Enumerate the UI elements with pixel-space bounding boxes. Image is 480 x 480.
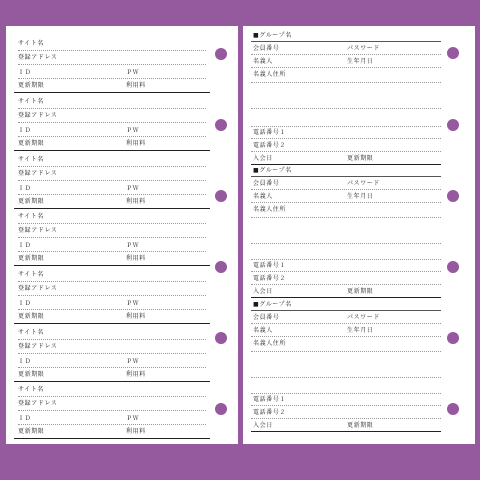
entry-bottom-line — [14, 323, 210, 324]
punch-hole — [447, 403, 459, 415]
id-label: ＩＤ — [18, 300, 32, 307]
holder-name-label: 名義人 — [253, 193, 273, 200]
renewal-date-label: 更新期限 — [18, 255, 45, 262]
registered-address-label: 登録アドレス — [18, 285, 58, 292]
right-refill-page — [243, 26, 475, 444]
fee-label: 利用料 — [126, 313, 146, 320]
address-line — [18, 410, 206, 411]
id-pw-line — [18, 136, 206, 137]
punch-hole — [215, 48, 227, 60]
holder-name-label: 名義人 — [253, 58, 273, 65]
group-heading-line — [251, 310, 441, 311]
fee-label: 利用料 — [126, 82, 146, 89]
site-name-line — [18, 396, 206, 397]
site-name-label: サイト名 — [18, 156, 44, 163]
address-line — [18, 180, 206, 181]
registered-address-label: 登録アドレス — [18, 170, 58, 177]
pw-label: ＰＷ — [126, 185, 140, 192]
id-pw-line — [18, 251, 206, 252]
holder-name-line — [251, 202, 441, 203]
renewal-date-label: 更新期限 — [18, 313, 45, 320]
punch-hole — [215, 332, 227, 344]
fee-label: 利用料 — [126, 140, 146, 147]
holder-address-label: 名義人住所 — [253, 206, 287, 213]
phone-2-line — [251, 284, 441, 285]
holder-name-label: 名義人 — [253, 327, 273, 334]
registered-address-label: 登録アドレス — [18, 54, 58, 61]
join-date-label: 入会日 — [253, 155, 273, 162]
password-label: パスワード — [347, 180, 381, 187]
phone-top-line — [251, 126, 441, 127]
member-number-line — [251, 54, 441, 55]
phone-top-line — [251, 259, 441, 260]
address-line — [18, 237, 206, 238]
group-name-heading: ■グループ名 — [253, 32, 292, 39]
id-label: ＩＤ — [18, 185, 32, 192]
punch-hole — [447, 47, 459, 59]
punch-hole — [215, 403, 227, 415]
site-name-label: サイト名 — [18, 271, 44, 278]
group-bottom-line — [251, 431, 441, 432]
id-pw-line — [18, 309, 206, 310]
id-label: ＩＤ — [18, 415, 32, 422]
address-line — [18, 64, 206, 65]
site-name-label: サイト名 — [18, 329, 44, 336]
punch-hole — [215, 261, 227, 273]
fee-label: 利用料 — [126, 371, 146, 378]
member-number-line — [251, 323, 441, 324]
fee-label: 利用料 — [126, 198, 146, 205]
fee-label: 利用料 — [126, 428, 146, 435]
registered-address-label: 登録アドレス — [18, 112, 58, 119]
renewal-date-label: 更新期限 — [18, 140, 45, 147]
punch-hole — [447, 261, 459, 273]
punch-hole — [215, 190, 227, 202]
pw-label: ＰＷ — [126, 415, 140, 422]
address-line-2 — [251, 108, 441, 109]
site-name-line — [18, 339, 206, 340]
site-name-label: サイト名 — [18, 213, 44, 220]
address-line-1 — [251, 82, 441, 83]
phone-1-line — [251, 271, 441, 272]
registered-address-label: 登録アドレス — [18, 343, 58, 350]
renewal-date-label: 更新期限 — [18, 82, 45, 89]
group-heading-line — [251, 176, 441, 177]
group-name-heading: ■グループ名 — [253, 301, 292, 308]
password-label: パスワード — [347, 45, 381, 52]
site-name-line — [18, 50, 206, 51]
join-date-label: 入会日 — [253, 422, 273, 429]
id-label: ＩＤ — [18, 242, 32, 249]
phone-2-label: 電話番号２ — [253, 409, 287, 416]
pw-label: ＰＷ — [126, 69, 140, 76]
phone-1-line — [251, 405, 441, 406]
entry-bottom-line — [14, 150, 210, 151]
id-pw-line — [18, 424, 206, 425]
address-line-2 — [251, 243, 441, 244]
pw-label: ＰＷ — [126, 300, 140, 307]
member-number-label: 会員番号 — [253, 180, 280, 187]
entry-bottom-line — [14, 381, 210, 382]
address-line-1 — [251, 351, 441, 352]
renewal-date-label: 更新期限 — [347, 422, 374, 429]
site-name-line — [18, 223, 206, 224]
registered-address-label: 登録アドレス — [18, 400, 58, 407]
member-number-label: 会員番号 — [253, 314, 280, 321]
phone-2-line — [251, 151, 441, 152]
pw-label: ＰＷ — [126, 127, 140, 134]
address-line — [18, 295, 206, 296]
holder-address-label: 名義人住所 — [253, 71, 287, 78]
renewal-date-label: 更新期限 — [18, 371, 45, 378]
address-line-2 — [251, 377, 441, 378]
site-name-label: サイト名 — [18, 386, 44, 393]
birth-date-label: 生年月日 — [347, 327, 374, 334]
id-label: ＩＤ — [18, 127, 32, 134]
entry-bottom-line — [14, 265, 210, 266]
phone-1-line — [251, 138, 441, 139]
phone-1-label: 電話番号１ — [253, 129, 287, 136]
site-name-label: サイト名 — [18, 40, 44, 47]
birth-date-label: 生年月日 — [347, 58, 374, 65]
id-label: ＩＤ — [18, 358, 32, 365]
password-label: パスワード — [347, 314, 381, 321]
group-bottom-line — [251, 297, 441, 298]
pw-label: ＰＷ — [126, 358, 140, 365]
holder-name-line — [251, 67, 441, 68]
phone-2-label: 電話番号２ — [253, 275, 287, 282]
group-bottom-line — [251, 164, 441, 165]
pw-label: ＰＷ — [126, 242, 140, 249]
punch-hole — [447, 190, 459, 202]
phone-2-line — [251, 418, 441, 419]
id-pw-line — [18, 78, 206, 79]
site-name-line — [18, 166, 206, 167]
phone-1-label: 電話番号１ — [253, 396, 287, 403]
phone-1-label: 電話番号１ — [253, 262, 287, 269]
site-name-line — [18, 281, 206, 282]
id-pw-line — [18, 367, 206, 368]
punch-hole — [447, 332, 459, 344]
punch-hole — [447, 119, 459, 131]
id-label: ＩＤ — [18, 69, 32, 76]
fee-label: 利用料 — [126, 255, 146, 262]
entry-bottom-line — [14, 208, 210, 209]
join-date-label: 入会日 — [253, 288, 273, 295]
address-line — [18, 122, 206, 123]
member-number-label: 会員番号 — [253, 45, 280, 52]
group-heading-line — [251, 41, 441, 42]
entry-bottom-line — [14, 438, 210, 439]
left-refill-page — [6, 26, 238, 444]
renewal-date-label: 更新期限 — [347, 288, 374, 295]
member-number-line — [251, 189, 441, 190]
phone-top-line — [251, 393, 441, 394]
holder-name-line — [251, 336, 441, 337]
renewal-date-label: 更新期限 — [18, 428, 45, 435]
address-line-1 — [251, 217, 441, 218]
holder-address-label: 名義人住所 — [253, 340, 287, 347]
address-line — [18, 353, 206, 354]
renewal-date-label: 更新期限 — [347, 155, 374, 162]
punch-hole — [215, 119, 227, 131]
renewal-date-label: 更新期限 — [18, 198, 45, 205]
birth-date-label: 生年月日 — [347, 193, 374, 200]
phone-2-label: 電話番号２ — [253, 142, 287, 149]
site-name-line — [18, 108, 206, 109]
id-pw-line — [18, 194, 206, 195]
site-name-label: サイト名 — [18, 98, 44, 105]
registered-address-label: 登録アドレス — [18, 227, 58, 234]
entry-bottom-line — [14, 92, 210, 93]
group-name-heading: ■グループ名 — [253, 167, 292, 174]
